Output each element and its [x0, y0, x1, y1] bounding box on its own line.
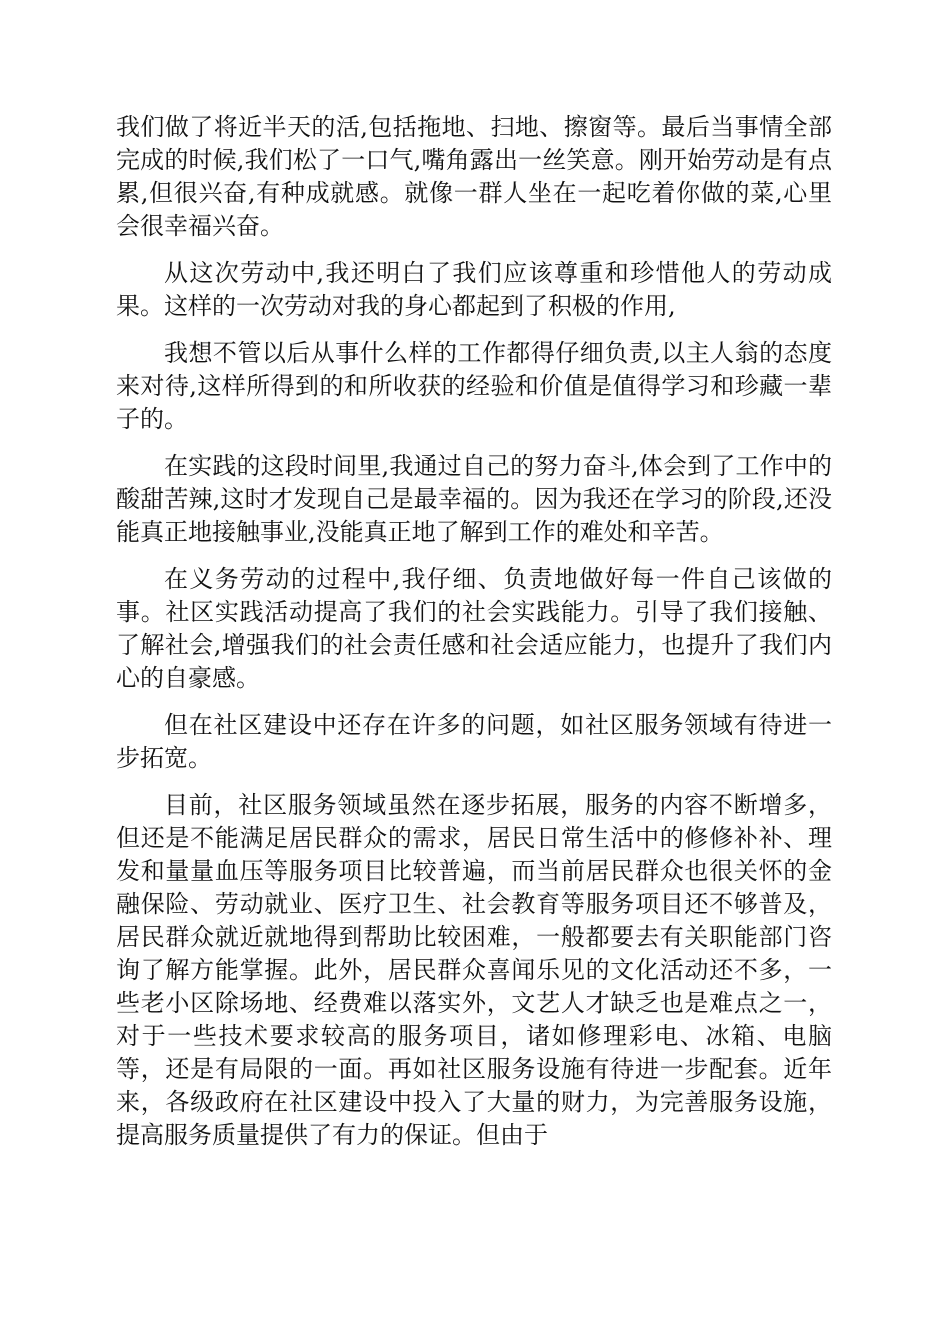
paragraph-5: 在义务劳动的过程中,我仔细、负责地做好每一件自己该做的事。社区实践活动提高了我们的社会实践能力。引导了我们接触、了解社会,增强我们的社会责任感和社会适应能力，也提升了我们内心的自豪感。 — [116, 565, 832, 692]
paragraph-7: 目前，社区服务领域虽然在逐步拓展，服务的内容不断增多，但还是不能满足居民群众的需求，居民日常生活中的修修补补、理发和量量血压等服务项目比较普遍，而当前居民群众也很关怀的金融保险、劳动就业、医疗卫生、社会教育等服务项目还不够普及，居民群众就近就地得到帮助比较困难，一般都要去有关职能部门咨询了解方能掌握。此外，居民群众喜闻乐见的文化活动还不多，一些老小区除场地、经费难以落实外，文艺人才缺乏也是难点之一，对于一些技术要求较高的服务项目，诸如修理彩电、冰箱、电脑等，还是有局限的一面。再如社区服务设施有待进一步配套。近年来，各级政府在社区建设中投入了大量的财力，为完善服务设施，提高服务质量提供了有力的保证。但由于 — [116, 791, 832, 1149]
paragraph-2: 从这次劳动中,我还明白了我们应该尊重和珍惜他人的劳动成果。这样的一次劳动对我的身心都起到了积极的作用, — [116, 259, 832, 320]
paragraph-6: 但在社区建设中还存在许多的问题，如社区服务领域有待进一步拓宽。 — [116, 711, 832, 772]
paragraph-4: 在实践的这段时间里,我通过自己的努力奋斗,体会到了工作中的酸甜苦辣,这时才发现自己是最幸福的。因为我还在学习的阶段,还没能真正地接触事业,没能真正地了解到工作的难处和辛苦。 — [116, 452, 832, 546]
document-body — [116, 111, 832, 1166]
paragraph-1: 我们做了将近半天的活,包括拖地、扫地、擦窗等。最后当事情全部完成的时候,我们松了一口气,嘴角露出一丝笑意。刚开始劳动是有点累,但很兴奋,有种成就感。就像一群人坐在一起吃着你做的菜,心里会很幸福兴奋。 — [116, 113, 832, 240]
paragraph-3: 我想不管以后从事什么样的工作都得仔细负责,以主人翁的态度来对待,这样所得到的和所收获的经验和价值是值得学习和珍藏一辈子的。 — [116, 339, 832, 433]
